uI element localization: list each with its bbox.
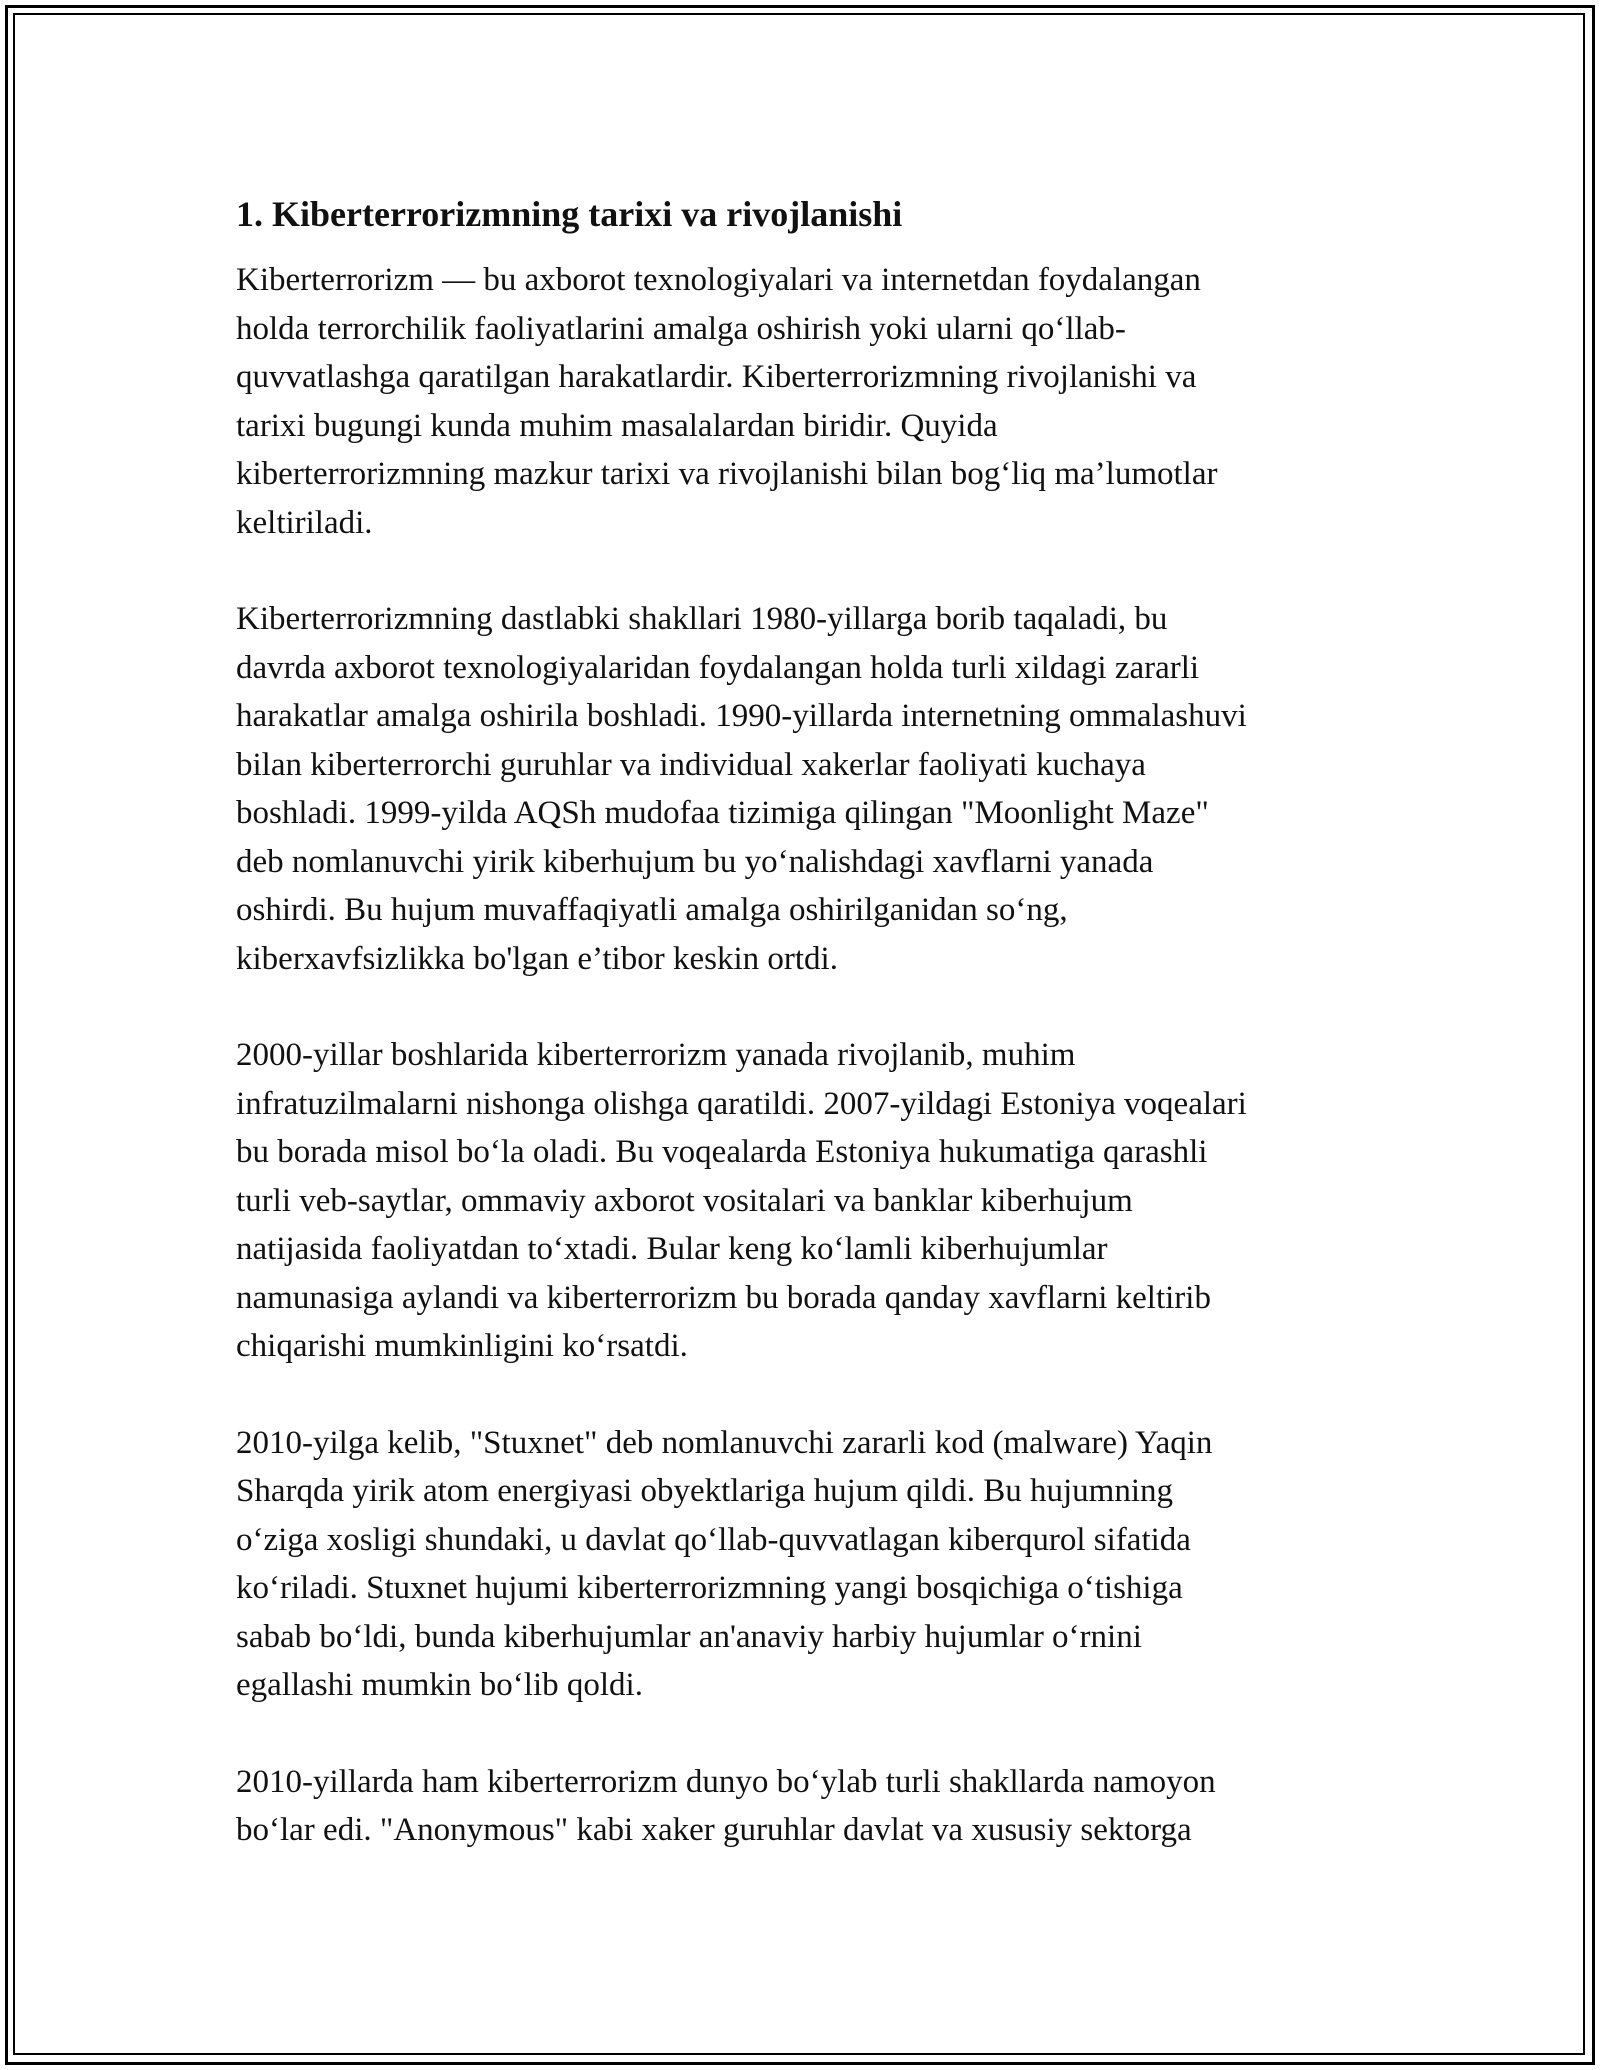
paragraph-2000s xyxy=(236,1031,1376,1371)
text-line: Sharqda yirik atom energiyasi obyektlariga hujum qildi. Bu hujumning xyxy=(236,1473,1174,1509)
text-line: kiberterrorizmning mazkur tarixi va rivojlanishi bilan bog‘liq ma’lumotlar xyxy=(236,456,1218,492)
text-line: harakatlar amalga oshirila boshladi. 1990-yillarda internetning ommalashuvi xyxy=(236,698,1247,734)
text-line: infratuzilmalarni nishonga olishga qaratildi. 2007-yildagi Estoniya voqealari xyxy=(236,1085,1247,1122)
text-line: o‘ziga xosligi shundaki, u davlat qo‘llab-quvvatlagan kiberqurol sifatida xyxy=(236,1521,1191,1558)
paragraph-early-forms xyxy=(236,595,1376,983)
text-line: sabab bo‘ldi, bunda kiberhujumlar an'anaviy harbiy hujumlar o‘rnini xyxy=(236,1618,1142,1655)
page-title: 1. Kiberterrorizmning tarixi va rivojlanishi xyxy=(236,194,903,234)
text-line: kiberxavfsizlikka bo'lgan e’tibor keskin ortdi. xyxy=(236,940,838,977)
text-line: 2000-yillar boshlarida kiberterrorizm yanada rivojlanib, muhim xyxy=(236,1037,1076,1073)
text-line: ko‘riladi. Stuxnet hujumi kiberterrorizmning yangi bosqichiga o‘tishiga xyxy=(236,1570,1183,1606)
paragraph-intro xyxy=(236,256,1376,547)
text-line: 2010-yilga kelib, "Stuxnet" deb nomlanuvchi zararli kod (malware) Yaqin xyxy=(236,1424,1213,1461)
text-line: bilan kiberterrorchi guruhlar va individual xakerlar faoliyati kuchaya xyxy=(236,746,1146,783)
paragraph-2010s xyxy=(236,1758,1376,1855)
text-line: egallashi mumkin bo‘lib qoldi. xyxy=(236,1667,643,1703)
text-line: bu borada misol bo‘la oladi. Bu voqealarda Estoniya hukumatiga qarashli xyxy=(236,1134,1208,1170)
text-line: tarixi bugungi kunda muhim masalalardan biridir. Quyida xyxy=(236,407,998,444)
text-line: keltiriladi. xyxy=(236,504,373,541)
text-line: turli veb-saytlar, ommaviy axborot vositalari va banklar kiberhujum xyxy=(236,1182,1133,1219)
document-body xyxy=(236,188,1376,1903)
paragraph-stuxnet xyxy=(236,1419,1376,1710)
text-line: quvvatlashga qaratilgan harakatlardir. Kiberterrorizmning rivojlanishi va xyxy=(236,359,1197,395)
text-line: Kiberterrorizm — bu axborot texnologiyalari va internetdan foydalangan xyxy=(236,262,1201,298)
text-line: bo‘lar edi. "Anonymous" kabi xaker guruhlar davlat va xususiy sektorga xyxy=(236,1812,1192,1848)
text-line: Kiberterrorizmning dastlabki shakllari 1980-yillarga borib taqaladi, bu xyxy=(236,601,1168,637)
text-line: natijasida faoliyatdan to‘xtadi. Bular keng ko‘lamli kiberhujumlar xyxy=(236,1231,1108,1267)
text-line: davrda axborot texnologiyalaridan foydalangan holda turli xildagi zararli xyxy=(236,649,1200,686)
text-line: oshirdi. Bu hujum muvaffaqiyatli amalga oshirilganidan so‘ng, xyxy=(236,892,1068,928)
text-line: 2010-yillarda ham kiberterrorizm dunyo bo‘ylab turli shakllarda namoyon xyxy=(236,1763,1216,1800)
text-line: holda terrorchilik faoliyatlarini amalga oshirish yoki ularni qo‘llab- xyxy=(236,310,1126,347)
text-line: chiqarishi mumkinligini ko‘rsatdi. xyxy=(236,1328,688,1364)
text-line: boshladi. 1999-yilda AQSh mudofaa tizimiga qilingan "Moonlight Maze" xyxy=(236,795,1209,831)
text-line: deb nomlanuvchi yirik kiberhujum bu yo‘nalishdagi xavflarni yanada xyxy=(236,843,1154,880)
text-line: namunasiga aylandi va kiberterrorizm bu borada qanday xavflarni keltirib xyxy=(236,1279,1211,1316)
